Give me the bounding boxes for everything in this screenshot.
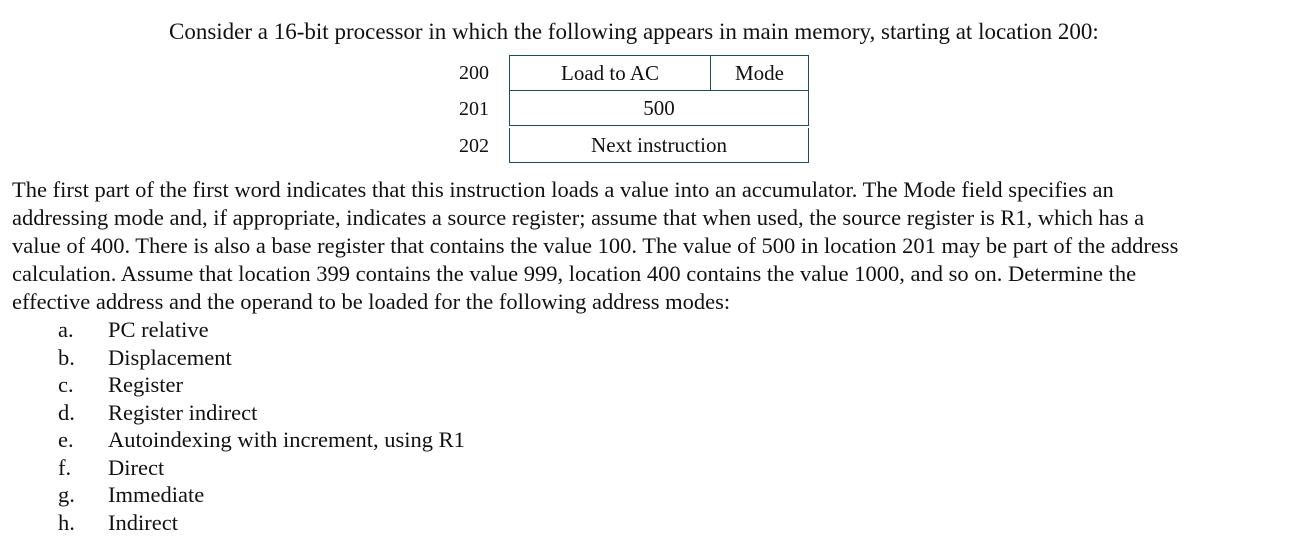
next-instruction-field: Next instruction xyxy=(510,128,808,162)
memory-row-202 xyxy=(0,128,1296,164)
item-letter: d. xyxy=(58,399,75,427)
item-letter: e. xyxy=(58,426,74,454)
question-intro: Consider a 16-bit processor in which the following appears in main memory, starting at location 200: xyxy=(169,17,1099,47)
item-letter: f. xyxy=(58,454,71,482)
item-letter: h. xyxy=(58,509,75,536)
item-text: Register xyxy=(108,371,183,399)
item-text: PC relative xyxy=(108,316,209,344)
item-text: Autoindexing with increment, using R1 xyxy=(108,426,465,454)
item-text: Register indirect xyxy=(108,399,257,427)
description-line: value of 400. There is also a base register that contains the value 100. The value of 500 in location 201 may be part of the address xyxy=(12,232,1282,260)
opcode-field: Load to AC xyxy=(510,56,711,90)
memory-row-201 xyxy=(0,91,1296,127)
item-letter: a. xyxy=(58,316,74,344)
description-line: The first part of the first word indicates that this instruction loads a value into an accumulator. The Mode field specifies an xyxy=(12,176,1282,204)
memory-word xyxy=(509,55,809,91)
memory-word xyxy=(509,128,809,163)
memory-address: 200 xyxy=(448,55,500,91)
description-line: addressing mode and, if appropriate, indicates a source register; assume that when used, the source register is R1, which has a xyxy=(12,204,1282,232)
item-text: Immediate xyxy=(108,481,204,509)
mode-field: Mode xyxy=(711,56,808,90)
memory-word xyxy=(509,91,809,126)
item-letter: g. xyxy=(58,481,75,509)
problem-description xyxy=(12,176,1282,316)
operand-field: 500 xyxy=(510,91,808,125)
item-letter: c. xyxy=(58,371,74,399)
memory-row-200 xyxy=(0,55,1296,91)
description-line: effective address and the operand to be loaded for the following address modes: xyxy=(12,288,1282,316)
item-text: Displacement xyxy=(108,344,232,372)
item-text: Indirect xyxy=(108,509,178,536)
memory-address: 201 xyxy=(448,91,500,127)
description-line: calculation. Assume that location 399 contains the value 999, location 400 contains the value 1000, and so on. Determine the xyxy=(12,260,1282,288)
memory-address: 202 xyxy=(448,128,500,164)
item-text: Direct xyxy=(108,454,164,482)
item-letter: b. xyxy=(58,344,75,372)
